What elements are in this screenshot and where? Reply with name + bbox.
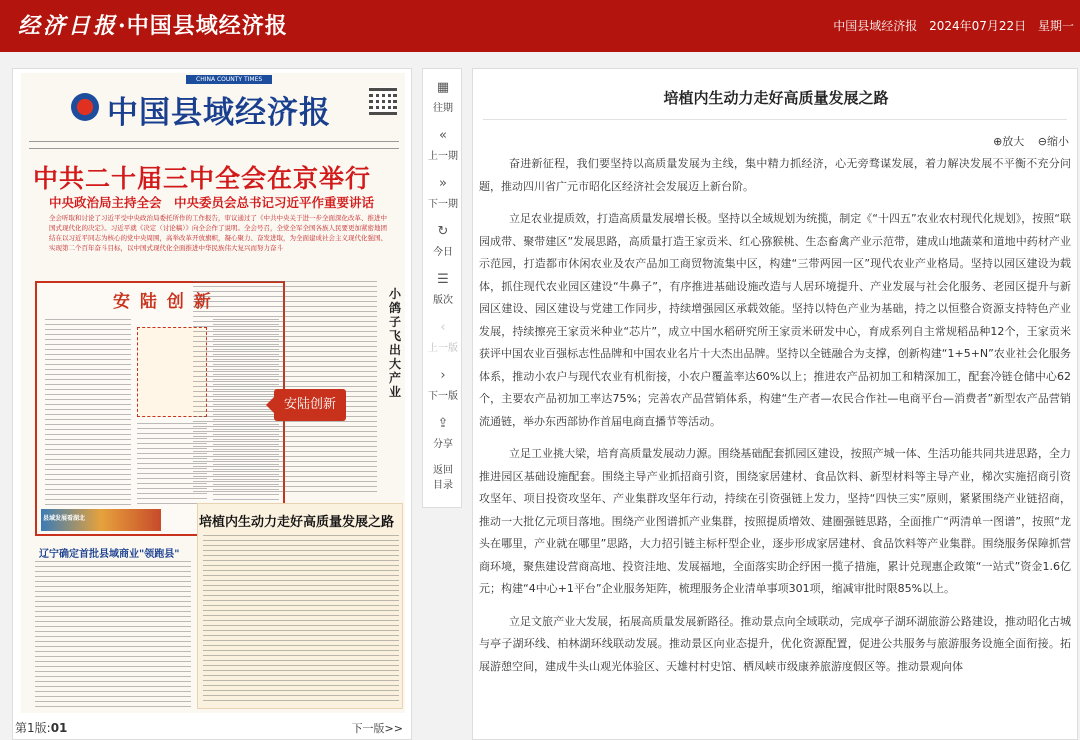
toolbar-label: 下一期 [428, 199, 458, 210]
text-column [193, 281, 377, 493]
paper-lead-text: 全会听取和讨论了习近平受中央政治局委托所作的工作报告，审议通过了《中共中央关于进一步全面深化改革、推进中国式现代化的决定》。习近平就《决定（讨论稿）》向全会作了说明。全会号召，全党全军全国各族人民要更加紧密地团结在以习近平同志为核心的党中央周围，高举改革开放旗帜，凝心聚力、奋发进取，为全面建成社会主义现代化强国、实现第二个百年奋斗目标，以中国式现代化全面推进中华民族伟大复兴而努力奋斗 [49, 214, 387, 252]
layout-icon: ☰ [437, 272, 449, 287]
issue-info-line [29, 141, 399, 149]
masthead-english: CHINA COUNTY TIMES [186, 75, 272, 84]
toolbar-label: 上一版 [428, 343, 458, 354]
toolbar-label: 分享 [433, 439, 453, 450]
article-paragraph: 立足农业提质效，打造高质量发展增长极。坚持以全域规划为统揽，制定《“十四五”农业农村现代化规划》，按照“联园成带、聚带建区”发展思路，高质量打造王家贡米、红心猕猴桃、生态畜禽产业示范带，建成山地蔬菜和道地中药材产业示范园，打造都市休闲农业及农产品加工商贸物流集中区，构建“三带两园一区”现代农业产业格局。坚持以园区建设为载体，抓住现代农业园区建设“牛鼻子”，有序推进基础设施改造与人居环境提升、产业发展与社会化服务、老园区提升与新园区建设、园区建设与党建工作同步，持续增强园区承载效能。坚持以特色产业为基础，持之以恒整合资源支持特色产业发展，持续擦亮王家贡米种业“芯片”，成立中国水稻研究所王家贡米研发中心，育成系列自主常规稻品种12个，王家贡米获评中国农业百强标志性品牌和中国农业名片十大杰出品牌。坚持以全链融合为支撑，创新构建“1+5+N”农业社会化服务体系，推动小农户与现代农业有机衔接，小农户覆盖率达60%以上；推进农产品初加工和精深加工，配套冷链仓储中心62个，主要农产品初加工率达75%；完善农产品营销体系，构建“生产者—农民合作社—电商平台—消费者”新型农产品营销流通链，举办东西部协作首届电商直播节等活动。 [479, 212, 1071, 428]
anlu-photo-caption: 县域发展看湖北 [43, 515, 86, 522]
toolbar-label: 今日 [433, 247, 453, 258]
toolbar-prev-issue[interactable] [423, 123, 463, 171]
double-chevron-left-icon: « [439, 128, 447, 143]
share-icon: ⇪ [437, 416, 449, 431]
toolbar-share[interactable] [423, 411, 463, 459]
toolbar-editions[interactable] [423, 267, 463, 315]
toolbar-prev-page[interactable] [423, 315, 463, 363]
newspaper-page-pane [12, 68, 412, 740]
circle-chevron-left-icon: ‹ [440, 320, 446, 335]
brand-name: 中国县域经济报 [126, 13, 288, 39]
article-title: 培植内生动力走好高质量发展之路 [663, 89, 889, 107]
toolbar-next-page[interactable] [423, 363, 463, 411]
brand-dot: · [118, 13, 127, 39]
toolbar-today[interactable] [423, 219, 463, 267]
paper-masthead: 中国县域经济报 [107, 95, 331, 131]
site-logo[interactable] [18, 9, 288, 40]
text-column [45, 319, 131, 505]
top-bar [0, 0, 1080, 52]
zoom-controls [983, 133, 1069, 149]
text-column [203, 535, 399, 703]
paper-emblem-icon [71, 93, 99, 121]
newspaper-page-image[interactable] [21, 73, 405, 713]
paper-subhead[interactable]: 中央政治局主持全会 中央委员会总书记习近平作重要讲话 [49, 195, 375, 210]
article-paragraph: 奋进新征程，我们要坚持以高质量发展为主线，集中精力抓经济，心无旁骛谋发展，着力解决发展不平衡不充分问题，推动四川省广元市昭化区经济社会发展迈上新台阶。 [479, 157, 1071, 193]
hover-callout[interactable]: 安陆创新 [274, 389, 346, 421]
double-chevron-right-icon: » [439, 176, 447, 191]
paper-headline[interactable]: 中共二十届三中全会在京举行 [33, 164, 372, 193]
next-page-link[interactable]: 下一版>> [351, 722, 403, 735]
article-paragraph: 立足工业挑大梁，培育高质量发展动力源。围绕基础配套抓园区建设，按照产城一体、生活功能共同共进思路，全力推进园区基础设施配套。围绕主导产业抓招商引资，围绕家居建材、食品饮料、新型材料等主导产业，梯次实施招商引资攻坚年、项目投资攻坚年、产业集群攻坚年行动，持续在引资强链上发力，坚持“四快三实”原则，紧紧围绕产业链招商，推动一大批亿元项目落地。围绕产业图谱抓产业集群，按照提质增效、建圈强链思路，全面推广“两清单一图谱”，按照“龙头在哪里，产业就在哪里”思路，大力招引链主标杆型企业，逐步形成家居建材、食品饮料等产业集群。围绕服务保障抓营商环境，聚焦建设营商高地、投资洼地、发展福地，全面落实助企纾困一揽子措施，累计兑现惠企政策“一站式”资金1.6亿元；构建“4中心+1平台”企业服务矩阵，梳理服务企业清单事项301项，缩减审批时限85%以上。 [479, 447, 1071, 595]
toolbar-past-issues[interactable] [423, 75, 463, 123]
page-indicator [15, 719, 67, 736]
article-panel [472, 68, 1078, 740]
zoom-in-button[interactable]: ⊕放大 [993, 135, 1025, 148]
page-label: 第1版: [15, 721, 51, 735]
toolbar-next-issue[interactable] [423, 171, 463, 219]
text-column [35, 561, 191, 707]
article-body [479, 153, 1071, 688]
vertical-toolbar [422, 68, 462, 508]
anlu-title: 安 陆 创 新 [113, 292, 213, 312]
calendar-icon: ▦ [436, 80, 450, 95]
weekday: 星期一 [1037, 19, 1074, 33]
toolbar-label: 往期 [433, 103, 453, 114]
toolbar-label: 下一版 [428, 391, 458, 402]
article-paragraph: 立足文旅产业大发展，拓展高质量发展新路径。推动景点向全域联动，完成亭子湖环湖旅游公路建设，推动昭化古城与亭子湖环线、柏林湖环线联动发展。推动景区向业态提升，优化资源配置，促进公共服务与旅游服务设施全面衔接。拓展游憩空间，建成牛头山观光体验区、天雄村村史馆、栖凤峡市级康养旅游度假区等。推动景观向体 [479, 614, 1071, 673]
page-number: 01 [50, 721, 68, 735]
qr-code-pattern [373, 91, 393, 111]
brand-script: 经济日报 [18, 13, 119, 39]
article-title-pigeon[interactable]: 小鸽子飞出大产业 [389, 287, 402, 399]
toolbar-label: 版次 [433, 295, 453, 306]
toolbar-back-to-contents[interactable] [423, 463, 463, 511]
divider [483, 119, 1067, 120]
issue-date: 2024年07月22日 [929, 19, 1027, 33]
zoom-out-button[interactable]: ⊖缩小 [1037, 135, 1069, 148]
article-title-liaoning[interactable]: 辽宁确定首批县域商业"领跑县" [39, 549, 180, 560]
site-name: 中国县域经济报 [833, 19, 918, 33]
header-info [825, 17, 1074, 34]
article-title-cultivate[interactable]: 培植内生动力走好高质量发展之路 [199, 515, 395, 530]
toolbar-label: 返回目录 [433, 465, 453, 491]
circle-chevron-right-icon: › [440, 368, 446, 383]
toolbar-label: 上一期 [428, 151, 458, 162]
refresh-icon: ↻ [437, 224, 449, 239]
